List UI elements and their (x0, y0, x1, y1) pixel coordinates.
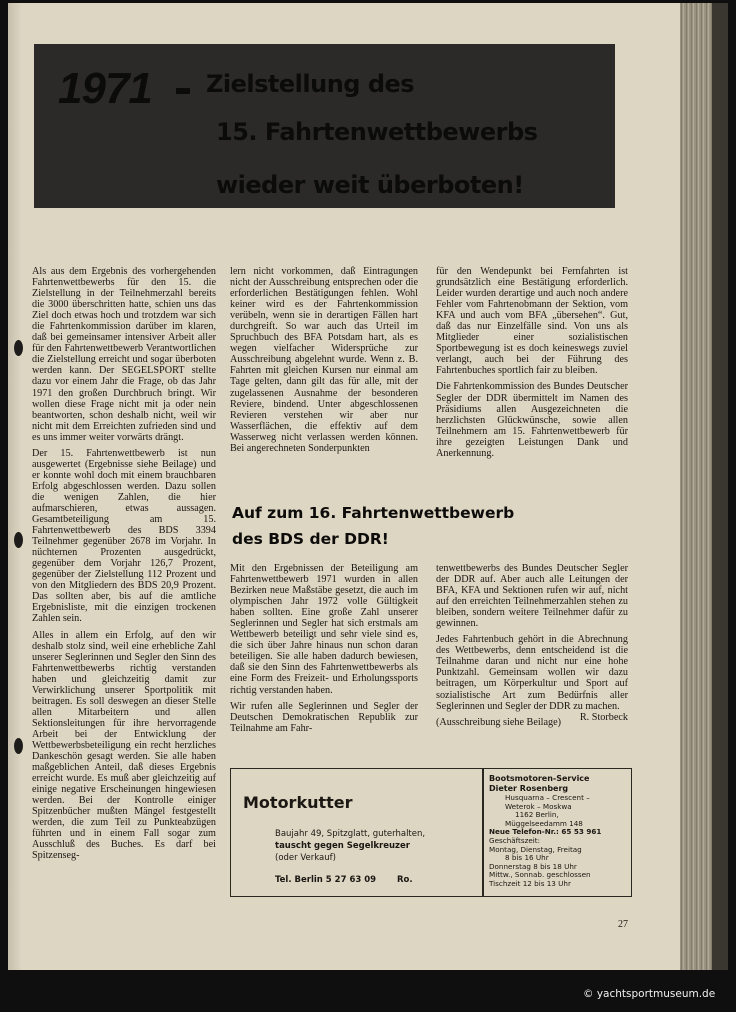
paragraph: Als aus dem Ergebnis des vorhergehenden Fahrtenwettbewerbs für den 15. die Zielstellung in der Teilnehmerzahl bereits die 3000 überschritten hatte, schien uns das Ziel doch etwas hoch und trotzdem war sich die Fahrtenkommission darüber im klaren, daß bei gemeinsamer intensiver Arbeit aller für den Fahrtenwettbewerb Verantwortlichen die Zielstellung erreicht und sogar überboten werden kann. Der SEGELSPORT stellte dazu vor einem Jahr die Frage, ob das Jahr 1971 den großen Durchbruch bringt. Wir wollen diese Frage nicht mit ja oder nein beantworten, schon deshalb nicht, weil wir nicht mit dem Erreichten zufrieden sind und es uns immer weiter vorwärts drängt. (32, 266, 216, 443)
article1-column1 (32, 266, 216, 866)
header-title-line2: 15. Fahrtenwettbewerbs (216, 118, 538, 146)
paragraph: lern nicht vorkommen, daß Eintragungen nicht der Ausschreibung entsprechen oder die erforderlichen Bestätigungen fehlen. Wohl keiner wird es der Fahrtenkommission verübeln, wenn sie in derartigen Fällen hart durchgreift. So war auch das Urteil im Spruchbuch des BFA Potsdam hart, als es wegen vielfacher Widersprüche zur Ausschreibung abgelehnt wurde. Wenn z. B. Fahrten mit gleichen Kursen nur einmal am Tage gelten, dann gilt das für alle, mit der zugelassenen Ausnahme der besonderen Reviere, bindend. Unter abgeschlossenen Revieren verstehen wir aber nur Wasserflächen, die effektiv auf dem Wasserweg nicht verlassen werden können. Bei angerechneten Sonderpunkten (230, 266, 418, 454)
ad-code: Ro. (397, 875, 413, 885)
ad-title: Motorkutter (243, 793, 353, 812)
ad-motorkutter (230, 768, 483, 897)
ad-line: Husquarna – Crescent – (505, 793, 590, 802)
ad-line: 8 bis 16 Uhr (505, 853, 549, 863)
ad-line: Baujahr 49, Spitzglatt, guterhalten, (275, 829, 426, 839)
paragraph: für den Wendepunkt bei Fernfahrten ist grundsätzlich eine Bestätigung erforderlich. Leider wurden derartige und auch noch andere Fehler vom Fahrtenobmann der Sektion, vom KFA und auch vom BFA „übersehen“. Gut, daß das nur Einzelfälle sind. Von uns als Mitglieder einer sozialistischen Sportbewegung ist es doch keineswegs zuviel verlangt, auch bei der Führung des Fahrtenbuches sportlich fair zu bleiben. (436, 266, 628, 377)
ad-line: Geschäftszeit: (489, 835, 541, 845)
article2-title-line1: Auf zum 16. Fahrtenwettbewerb (232, 504, 515, 522)
ad-line: tauscht gegen Segelkreuzer (275, 841, 410, 851)
header-title-line1: Zielstellung des (206, 70, 415, 98)
ad-phone: Neue Telefon-Nr.: 65 53 961 (489, 827, 602, 837)
paragraph: Die Fahrtenkommission des Bundes Deutscher Segler der DDR übermittelt im Namen des Präsidiums allen Ausgezeichneten die herzlichsten Glückwünsche, sowie allen Teilnehmern am 15. Fahrtenwettbewerb für ihre gezeigten Leistungen Dank und Anerkennung. (436, 381, 628, 459)
header-title-line3: wieder weit überboten! (216, 171, 524, 199)
article-note: (Ausschreibung siehe Beilage) (436, 716, 562, 728)
article1-column2 (230, 266, 418, 459)
ad-subtitle: Dieter Rosenberg (489, 784, 569, 793)
watermark: © yachtsportmuseum.de (583, 988, 716, 1000)
article2-column2 (436, 563, 628, 733)
header-year: 1971 (58, 64, 152, 113)
binding-hole (14, 340, 23, 356)
ad-line: Müggelseedamm 148 (505, 818, 583, 828)
article1-column3 (436, 266, 628, 464)
binding-hole (14, 532, 23, 548)
ad-line: Mittw., Sonnab. geschlossen (489, 870, 591, 880)
ad-line: (oder Verkauf) (275, 853, 336, 863)
binding-hole (14, 738, 23, 754)
paragraph: Alles in allem ein Erfolg, auf den wir deshalb stolz sind, weil eine erhebliche Zahl unserer Seglerinnen und Segler den Sinn des Fahrtenwettbewerbs richtig verstanden haben und gleichzeitig damit zur Verwirklichung unserer Sportpolitik mit beitragen. Es soll deswegen an dieser Stelle allen Mitarbeitern und allen Sektionsleitungen für ihre hervorragende Arbeit bei der Entwicklung der Wettbewerbsbeteiligung ein recht herzliches Dankeschön gesagt werden. Sie alle haben maßgeblichen Anteil, daß dieses Ergebnis erreicht wurde. Es muß aber gleichzeitig auf einige negative Erscheinungen hingewiesen werden. Bei der Kontrolle einiger Spitzenbücher mußten Mängel festgestellt werden, die zum Teil zu Punkteabzügen führten und in einem Fall sogar zum Ausschluß des Buches. Es darf bei Spitzenseg- (32, 629, 216, 862)
paragraph: Wir rufen alle Seglerinnen und Segler der Deutschen Demokratischen Republik zur Teilnahme am Fahr- (230, 700, 418, 734)
paragraph: tenwettbewerbs des Bundes Deutscher Segler der DDR auf. Aber auch alle Leitungen der BFA, KFA und Sektionen rufen wir auf, nicht auf den erreichten Teilnehmerzahlen stehen zu bleiben, sondern weitere Teilnehmer dafür zu gewinnen. (436, 563, 628, 630)
page-number: 27 (618, 919, 628, 930)
ad-line: Tischzeit 12 bis 13 Uhr (489, 878, 571, 888)
ad-line: Weterok – Moskwa (505, 801, 572, 811)
article2-column1 (230, 563, 418, 739)
ad-line: Montag, Dienstag, Freitag (489, 844, 582, 854)
ad-line: Donnerstag 8 bis 18 Uhr (489, 861, 577, 871)
paragraph: Mit den Ergebnissen der Beteiligung am Fahrtenwettbewerb 1971 wurden in allen Bezirken neue Maßstäbe gesetzt, die auch im olympischen Jahr 1972 volle Gültigkeit haben sollten. Eine große Zahl unserer Seglerinnen und Segler hat sich erstmals am Wettbewerb beteiligt und sehr viele sind es, die sich über Jahre hinaus nun schon daran beteiligen. Sie alle haben dadurch bewiesen, daß sie den Sinn des Fahrtenwettbewerbs als eine Form des Freizeit- und Erholungssports richtig verstanden haben. (230, 563, 418, 696)
ad-line: 1162 Berlin, (515, 810, 559, 820)
ad-title: Bootsmotoren-Service (489, 774, 590, 783)
book-spine-shadow (712, 3, 728, 970)
paragraph-text: Jedes Fahrtenbuch gehört in die Abrechnung des Wettbewerbs, denn entscheidend ist die Teilnahme daran und nicht nur eine hohe Punktzahl. Gemeinsam wollen wir dazu beitragen, um Körperkultur und Sport auf sozialistische Art zum Bedürfnis aller Seglerinnen und Segler der DDR zu machen. (436, 634, 628, 712)
ad-bootsmotoren-service (483, 768, 632, 897)
paragraph: Der 15. Fahrtenwettbewerb ist nun ausgewertet (Ergebnisse siehe Beilage) und er konnte wohl doch mit einem brauchbaren Erfolg abgeschlossen werden. Dazu sollen die wenigen Zahlen, die hier aufmarschieren, etwas aussagen. Gesamtbeteiligung am 15. Fahrtenwettbewerb des BDS 3394 Teilnehmer gegenüber 2678 im Vorjahr. In nüchternen Prozenten ausgedrückt, gegenüber dem Vorjahr 126,7 Prozent, gegenüber der Zielstellung 112 Prozent und von den Mitgliedern des BDS 20,9 Prozent. Das sollten aber, bis auf die amtliche Ergebnisliste, mit die einzigen trockenen Zahlen sein. (32, 447, 216, 625)
header-dash (176, 88, 190, 94)
article2-title-line2: des BDS der DDR! (232, 530, 389, 548)
article-author: R. Storbeck (579, 711, 628, 723)
ad-phone: Tel. Berlin 5 27 63 09 (275, 875, 377, 885)
